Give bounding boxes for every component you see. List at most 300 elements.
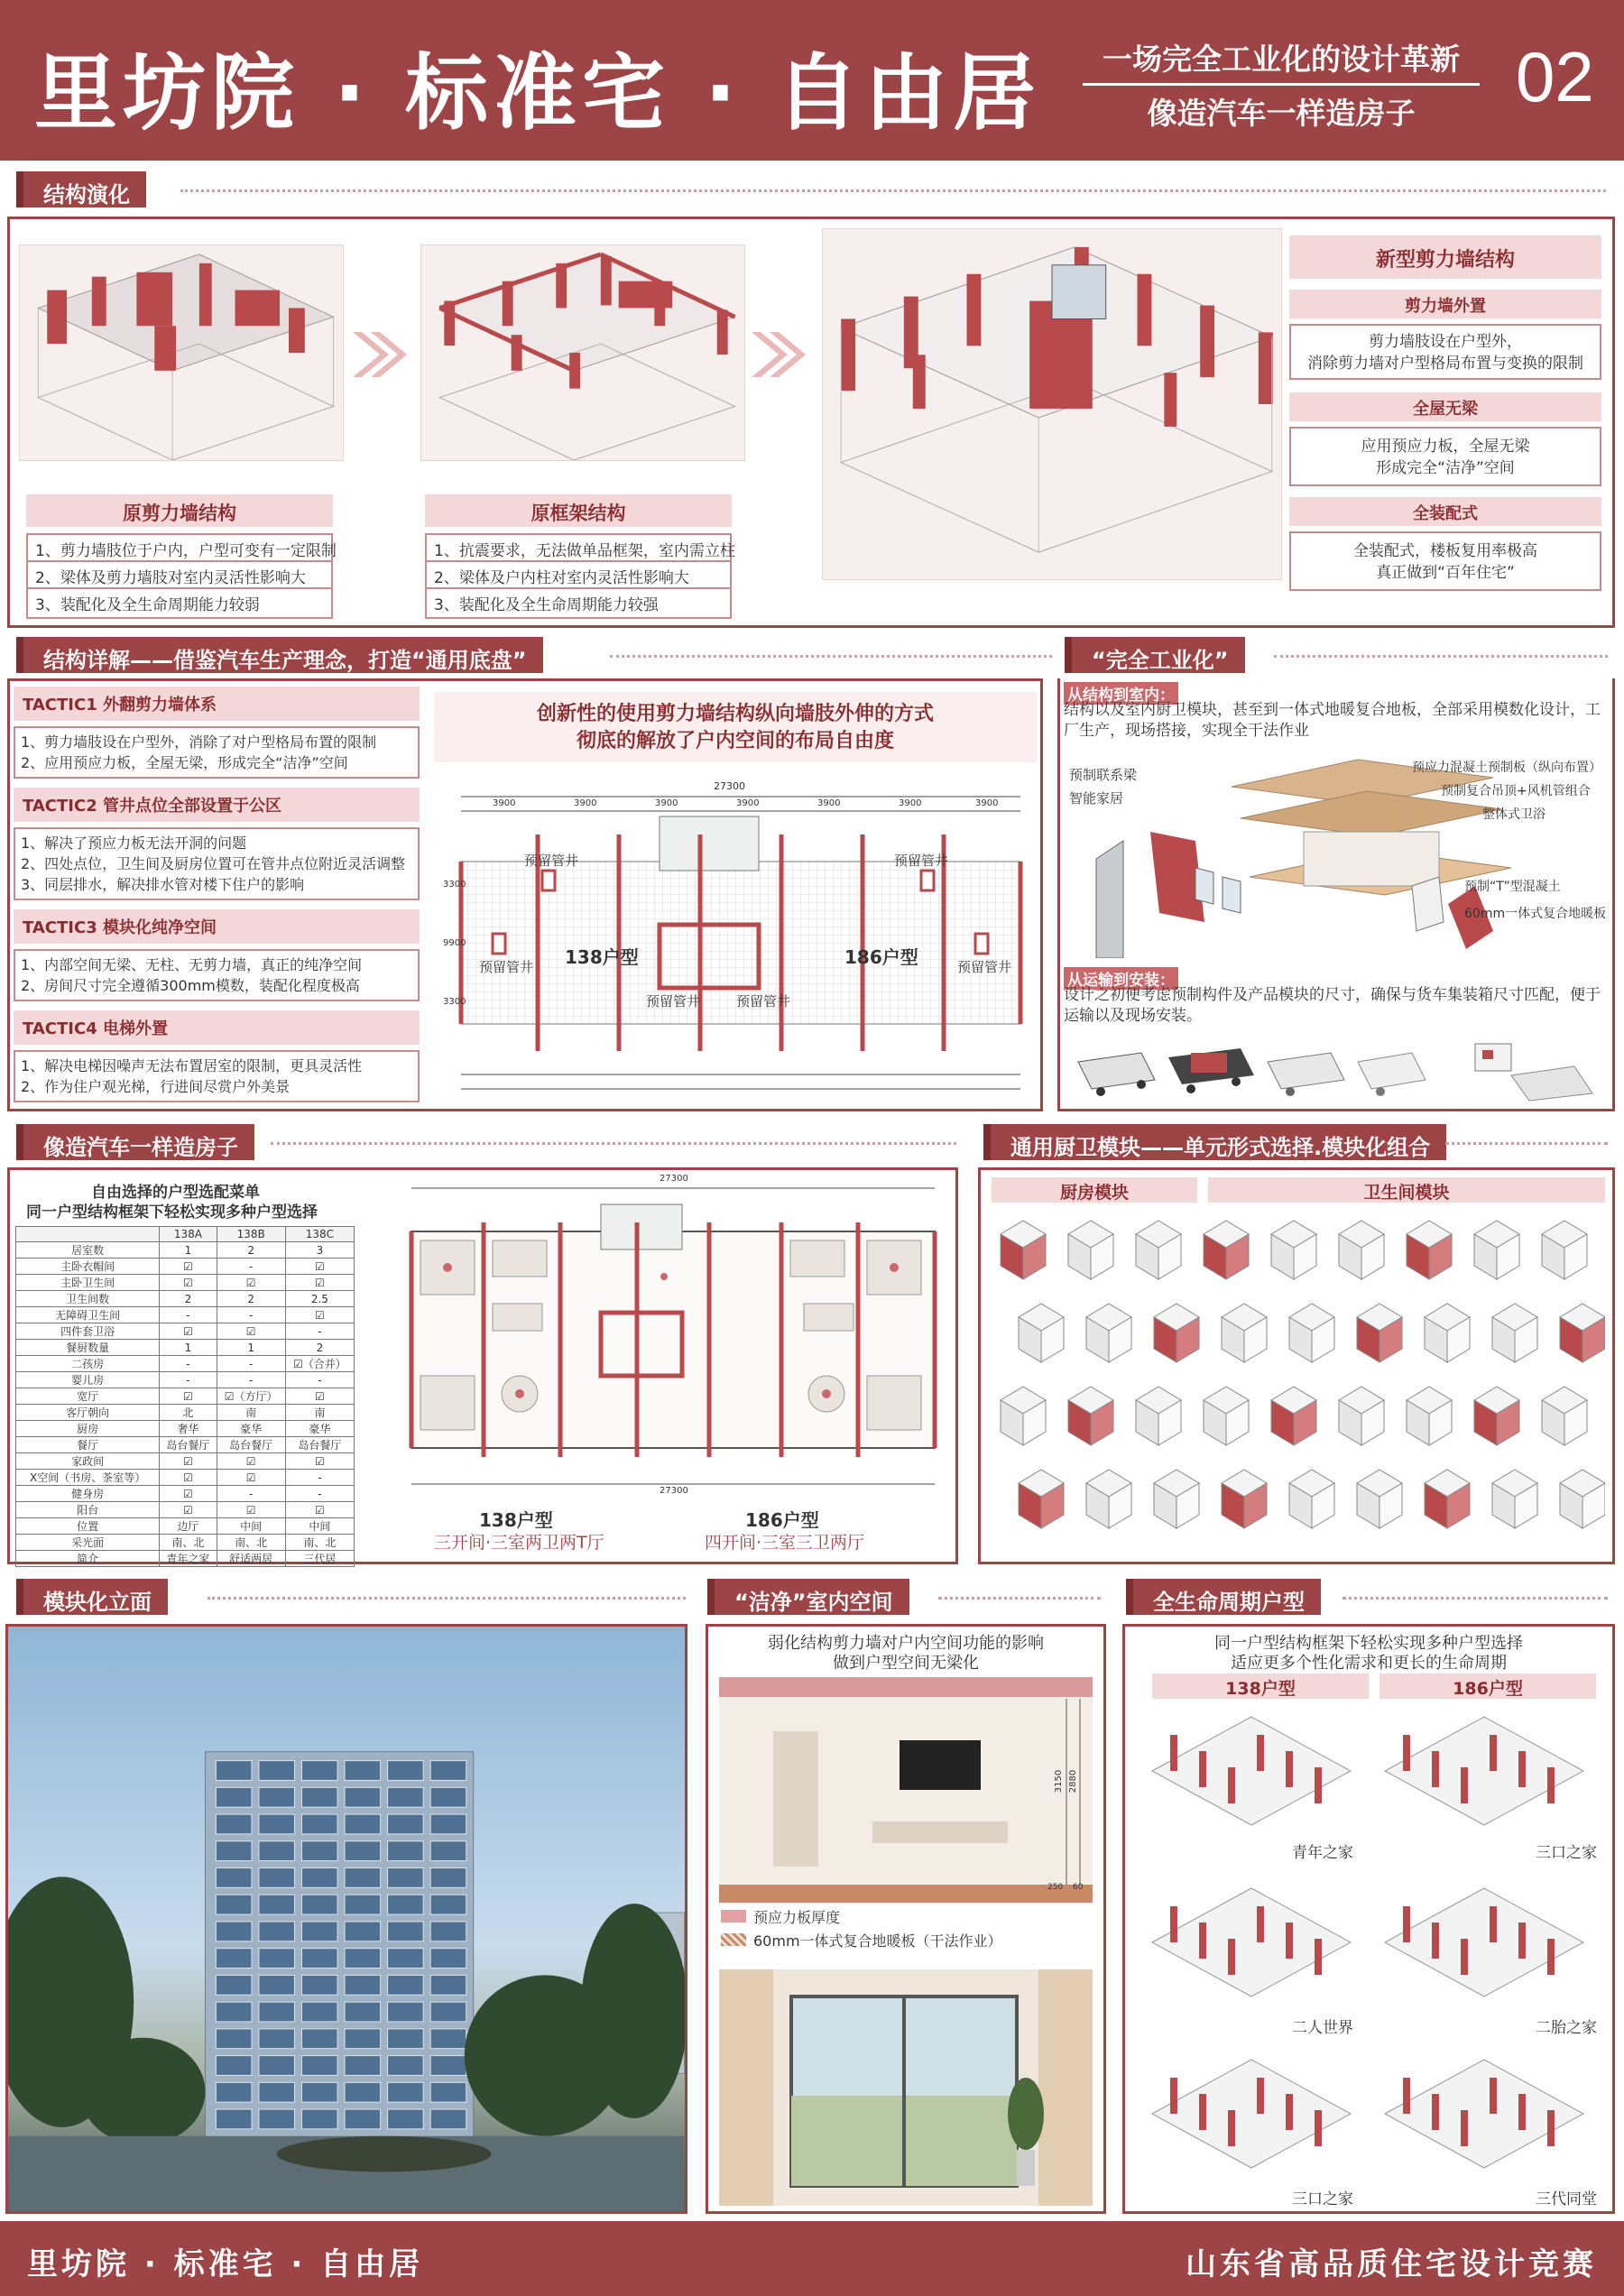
subheading: 从运输到安装：: [1064, 967, 1178, 990]
module-box: [1222, 1470, 1267, 1528]
facade-window: [345, 2082, 381, 2102]
table-header: 138B: [217, 1227, 285, 1242]
table-cell: 厨房: [16, 1421, 160, 1437]
table-row: [16, 1242, 355, 1259]
table-cell: 1: [160, 1242, 217, 1259]
module-grid: [992, 1212, 1605, 1558]
table-cell: 岛台餐厅: [285, 1437, 354, 1453]
slogan-divider: [1083, 83, 1480, 86]
section-title-modular-facade: 模块化立面: [16, 1579, 168, 1615]
clean-interior-panel: [706, 1624, 1106, 2214]
bathroom-module-head: 卫生间模块: [1208, 1177, 1605, 1203]
diagram-label: 预制“T”型混凝土: [1464, 880, 1561, 894]
facade-window: [301, 1949, 337, 1969]
dimension-total: 27300: [660, 1174, 688, 1184]
dimension: 3150: [1054, 1769, 1065, 1793]
facade-window: [301, 2056, 337, 2076]
industrialization-panel: [1057, 678, 1615, 1111]
list-item: 2、四处点位，卫生间及厨房位置可在管井点位附近灵活调整: [21, 855, 406, 872]
table-cell: 主卧衣帽间: [16, 1259, 160, 1275]
list-item: 2、梁体及剪力墙肢对室内灵活性影响大: [26, 560, 333, 592]
feature-head: 全屋无梁: [1289, 392, 1601, 421]
module-box: [1019, 1470, 1064, 1528]
feature-line: 应用预应力板，全屋无梁: [1361, 438, 1530, 456]
list-item: 1、内部空间无梁、无柱、无剪力墙，真正的纯净空间: [21, 956, 363, 973]
dimension-total: 27300: [714, 780, 745, 792]
table-cell: 中间: [285, 1518, 354, 1535]
facade-window: [216, 1787, 252, 1807]
facade-window: [388, 2109, 424, 2129]
facade-window: [345, 1841, 381, 1861]
table-cell: ☑: [285, 1307, 354, 1323]
kitchen-module-head: 厨房模块: [992, 1177, 1197, 1203]
facade-window: [388, 2002, 424, 2022]
transport-trucks-illustration: [1069, 1039, 1610, 1102]
facade-window: [430, 1841, 466, 1861]
lifecycle-label: 三口之家: [1536, 1844, 1597, 1862]
lifecycle-plan: [1152, 1888, 1351, 1996]
facade-window: [430, 2082, 466, 2102]
original-frame-title: 原框架结构: [425, 494, 732, 527]
facade-window: [216, 2109, 252, 2129]
table-row: [16, 1323, 355, 1340]
table-cell: ☑: [160, 1275, 217, 1291]
facade-window: [301, 1787, 337, 1807]
table-row: [16, 1307, 355, 1323]
diagram-label: 预制联系梁: [1069, 767, 1138, 783]
facade-window: [301, 1895, 337, 1914]
table-row: [16, 1421, 355, 1437]
module-box: [1542, 1221, 1587, 1279]
chevron-right-icon: [752, 327, 806, 382]
table-row: [16, 1518, 355, 1535]
list-item: 2、梁体及户内柱对室内灵活性影响大: [425, 560, 732, 592]
lifecycle-plan: [1385, 1717, 1583, 1825]
section-divider: [180, 189, 1606, 192]
table-cell: 三代居: [285, 1551, 354, 1567]
table-cell: ☑（合并）: [285, 1356, 354, 1372]
subtitle: 做到户型空间无梁化: [833, 1654, 979, 1673]
unit-name-186: 186户型: [745, 1509, 819, 1531]
table-row: [16, 1470, 355, 1486]
facade-window: [430, 2109, 466, 2129]
facade-window: [345, 1814, 381, 1834]
unit-desc-138: 三开间·三室两卫两T厅: [434, 1533, 604, 1553]
unit-desc-186: 四开间·三室三卫两厅: [705, 1533, 865, 1553]
table-row: [16, 1388, 355, 1405]
footer-competition-name: 山东省高品质住宅设计竞赛: [1186, 2246, 1597, 2282]
facade-window: [388, 2056, 424, 2076]
table-cell: 居室数: [16, 1242, 160, 1259]
facade-window: [388, 1761, 424, 1781]
facade-window: [216, 1922, 252, 1941]
facade-window: [301, 2002, 337, 2022]
module-box: [1019, 1304, 1064, 1362]
module-box: [1289, 1304, 1334, 1362]
facade-window: [259, 1868, 295, 1888]
table-header: [16, 1227, 160, 1242]
table-cell: 健身房: [16, 1486, 160, 1502]
lifecycle-grid: [1134, 1708, 1609, 2209]
facade-window: [388, 1841, 424, 1861]
facade-window: [216, 1761, 252, 1781]
table-cell: 家政间: [16, 1453, 160, 1470]
kitchen-bath-panel: [978, 1167, 1615, 1564]
diagram-label: 预应力混凝土预制板（纵向布置）: [1412, 761, 1601, 775]
table-cell: ☑: [217, 1275, 285, 1291]
module-box: [1154, 1470, 1199, 1528]
tactic-head: TACTIC3 模块化纯净空间: [14, 909, 420, 944]
section-divider: [1445, 1142, 1608, 1145]
table-cell: 无障碍卫生间: [16, 1307, 160, 1323]
shear-wall-axonometric: [19, 244, 344, 461]
legend-swatch-floor: [721, 1933, 746, 1946]
section-title-clean-interior: “洁净”室内空间: [707, 1579, 909, 1615]
table-cell: 边厅: [160, 1518, 217, 1535]
lifecycle-isometrics: [1134, 1708, 1609, 2209]
module-box: [1357, 1304, 1402, 1362]
facade-window: [345, 1895, 381, 1914]
section-title-structure-evolution: 结构演化: [16, 171, 146, 207]
facade-window: [430, 2056, 466, 2076]
table-cell: 阳台: [16, 1502, 160, 1518]
table-cell: 二孩房: [16, 1356, 160, 1372]
unit-name-138: 138户型: [479, 1509, 553, 1531]
table-cell: ☑: [285, 1259, 354, 1275]
table-cell: 青年之家: [160, 1551, 217, 1567]
tactic-head: TACTIC1 外翻剪力墙体系: [14, 687, 420, 721]
table-cell: 南: [217, 1405, 285, 1421]
dimension: 3900: [817, 798, 841, 808]
diagram-label: 智能家居: [1069, 790, 1124, 807]
page-number: 02: [1516, 37, 1594, 116]
table-cell: 宽厅: [16, 1388, 160, 1405]
table-row: [16, 1535, 355, 1551]
section-title-structure-detail: 结构详解——借鉴汽车生产理念，打造“通用底盘”: [16, 637, 543, 673]
facade-window: [216, 1895, 252, 1914]
list-item: 3、装配化及全生命周期能力较强: [425, 587, 732, 619]
tactic-column: [14, 687, 420, 1102]
legend-swatch-slab: [721, 1910, 746, 1923]
lifecycle-panel: [1122, 1624, 1615, 2214]
dimension: 3300: [443, 880, 466, 890]
facade-window: [388, 2029, 424, 2049]
lifecycle-plan: [1385, 1888, 1583, 1996]
body-text: 设计之初便考虑预制构件及产品模块的尺寸，确保与货车集装箱尺寸匹配，便于运输以及现场安装。: [1064, 986, 1601, 1025]
table-cell: ☑: [217, 1502, 285, 1518]
body-text: 结构以及室内厨卫模块，甚至到一体式地暖复合地板，全部采用模数化设计，工厂生产，现场搭接，实现全干法作业: [1064, 701, 1601, 740]
facade-window: [345, 2056, 381, 2076]
table-row: [16, 1502, 355, 1518]
facade-window: [345, 2029, 381, 2049]
tactic-list: [14, 949, 420, 1001]
module-box: [1474, 1387, 1519, 1445]
shaft-label: 预留管井: [646, 993, 701, 1010]
table-cell: -: [160, 1307, 217, 1323]
table-cell: -: [217, 1356, 285, 1372]
dimension: 3300: [443, 997, 466, 1007]
dimension: 3900: [975, 798, 999, 808]
module-box: [1542, 1387, 1587, 1445]
table-cell: ☑: [160, 1502, 217, 1518]
headline-line: 创新性的使用剪力墙结构纵向墙肢外伸的方式: [536, 703, 934, 725]
module-box: [1001, 1387, 1046, 1445]
table-row: [16, 1259, 355, 1275]
facade-window: [345, 1761, 381, 1781]
table-cell: ☑: [217, 1453, 285, 1470]
section-divider: [271, 1142, 956, 1145]
lifecycle-label: 青年之家: [1292, 1844, 1353, 1862]
facade-window: [430, 1787, 466, 1807]
list-item: 2、作为住户观光梯，行进间尽赏户外美景: [21, 1078, 291, 1095]
table-cell: 四件套卫浴: [16, 1323, 160, 1340]
module-box: [1492, 1470, 1537, 1528]
feature-line: 消除剪力墙对户型格局布置与变换的限制: [1307, 355, 1583, 373]
table-cell: ☑: [160, 1453, 217, 1470]
module-box: [1289, 1470, 1334, 1528]
facade-window: [259, 1841, 295, 1861]
facade-window: [301, 1922, 337, 1941]
facade-window: [430, 1949, 466, 1969]
structure-detail-panel: [7, 678, 1043, 1111]
table-cell: 2: [217, 1291, 285, 1307]
table-cell: 中间: [217, 1518, 285, 1535]
feature-head: 全装配式: [1289, 497, 1601, 526]
structure-headline: [434, 692, 1037, 762]
feature-body: [1289, 427, 1601, 486]
module-box: [1407, 1387, 1452, 1445]
table-cell: 2: [217, 1242, 285, 1259]
facade-window: [430, 1868, 466, 1888]
tactic-head: TACTIC2 管井点位全部设置于公区: [14, 788, 420, 822]
feature-line: 形成完全“洁净”空间: [1376, 459, 1515, 477]
table-header: 138A: [160, 1227, 217, 1242]
lifecycle-label: 二人世界: [1292, 2019, 1353, 2037]
table-cell: ☑: [160, 1470, 217, 1486]
module-box: [1001, 1221, 1046, 1279]
menu-subtitle: 同一户型结构框架下轻松实现多种户型选择: [26, 1203, 318, 1222]
interior-balcony-image: [719, 1969, 1093, 2206]
lifecycle-label: 三口之家: [1292, 2190, 1353, 2208]
table-cell: 南、北: [217, 1535, 285, 1551]
lifecycle-label: 二胎之家: [1536, 2019, 1597, 2037]
facade-window: [216, 2029, 252, 2049]
furnished-floor-plan: [393, 1174, 953, 1502]
section-divider: [1274, 655, 1608, 658]
facade-window: [216, 1975, 252, 1995]
feature-line: 剪力墙肢设在户型外，: [1369, 333, 1522, 351]
table-cell: ☑: [285, 1502, 354, 1518]
facade-window: [259, 1975, 295, 1995]
facade-window: [345, 1949, 381, 1969]
table-cell: 卫生间数: [16, 1291, 160, 1307]
table-cell: -: [285, 1372, 354, 1388]
facade-window: [216, 1949, 252, 1969]
table-cell: 2: [160, 1291, 217, 1307]
module-box: [1425, 1304, 1470, 1362]
feature-line: 全装配式，楼板复用率极高: [1353, 542, 1537, 560]
section-divider: [610, 655, 1052, 658]
dimension: 250: [1047, 1883, 1064, 1892]
headline-line: 彻底的解放了户内空间的布局自由度: [576, 730, 894, 752]
table-row: [16, 1486, 355, 1502]
facade-window: [216, 2056, 252, 2076]
facade-window: [430, 2029, 466, 2049]
facade-window: [430, 2002, 466, 2022]
diagram-label: 整体式卫浴: [1482, 807, 1546, 822]
module-box: [1271, 1387, 1316, 1445]
facade-window: [430, 1975, 466, 1995]
module-box: [1068, 1387, 1113, 1445]
shaft-label: 预留管井: [479, 959, 534, 975]
module-box: [1425, 1470, 1470, 1528]
page-title: 里坊院 · 标准宅 · 自由居: [34, 45, 1042, 142]
section-divider: [938, 1597, 1101, 1600]
table-cell: 奢华: [160, 1421, 217, 1437]
dimension: 60: [1073, 1883, 1084, 1892]
module-box: [1086, 1304, 1131, 1362]
footer-project-name: 里坊院 · 标准宅 · 自由居: [27, 2246, 424, 2282]
dimension: 9900: [443, 938, 466, 948]
table-cell: ☑: [160, 1486, 217, 1502]
table-row: [16, 1405, 355, 1421]
facade-window: [301, 1814, 337, 1834]
facade-window: [388, 2082, 424, 2102]
facade-window: [301, 1868, 337, 1888]
new-structure-title: 新型剪力墙结构: [1289, 235, 1601, 279]
feature-line: 真正做到“百年住宅”: [1376, 564, 1515, 582]
facade-window: [430, 1814, 466, 1834]
module-box: [1407, 1221, 1452, 1279]
table-cell: 3: [285, 1242, 354, 1259]
subheading: 从结构到室内：: [1064, 682, 1178, 705]
list-item: 2、房间尺寸完全遵循300mm模数，装配化程度极高: [21, 977, 360, 994]
table-cell: 1: [217, 1340, 285, 1356]
table-cell: -: [285, 1323, 354, 1340]
page-header: [0, 0, 1624, 161]
facade-window: [345, 1787, 381, 1807]
table-cell: ☑: [285, 1388, 354, 1405]
shaft-label: 预留管井: [736, 993, 791, 1010]
table-row: [16, 1551, 355, 1567]
table-cell: 豪华: [217, 1421, 285, 1437]
table-row: [16, 1453, 355, 1470]
table-cell: 2.5: [285, 1291, 354, 1307]
facade-window: [430, 1895, 466, 1914]
diagram-label: 60mm一体式复合地暖板: [1464, 907, 1607, 921]
module-box: [1068, 1221, 1113, 1279]
lifecycle-plan: [1152, 1717, 1351, 1825]
dimension: 2880: [1068, 1769, 1079, 1793]
facade-window: [301, 2029, 337, 2049]
table-cell: ☑: [160, 1323, 217, 1340]
table-cell: 岛台餐厅: [160, 1437, 217, 1453]
feature-head: 剪力墙外置: [1289, 290, 1601, 318]
facade-window: [259, 1895, 295, 1914]
list-item: 1、抗震要求，无法做单品框架，室内需立柱: [425, 533, 732, 565]
tactic-list: [14, 726, 420, 779]
facade-window: [388, 1868, 424, 1888]
facade-window: [301, 1761, 337, 1781]
table-cell: ☑: [285, 1453, 354, 1470]
module-box: [1339, 1387, 1384, 1445]
table-cell: 采光面: [16, 1535, 160, 1551]
dimension: 3900: [899, 798, 922, 808]
module-box: [1154, 1304, 1199, 1362]
lifecycle-label: 三代同堂: [1536, 2190, 1597, 2208]
options-table: [15, 1226, 355, 1567]
facade-window: [259, 2029, 295, 2049]
lifecycle-plan: [1385, 2060, 1583, 2168]
module-box: [1204, 1387, 1249, 1445]
facade-window: [259, 1922, 295, 1941]
list-item: 1、剪力墙肢设在户型外，消除了对户型格局布置的限制: [21, 733, 377, 751]
module-box: [1271, 1221, 1316, 1279]
list-item: 1、解决电梯因噪声无法布置居室的限制，更具灵活性: [21, 1057, 363, 1074]
table-cell: -: [217, 1486, 285, 1502]
feature-body: [1289, 531, 1601, 591]
table-cell: 豪华: [285, 1421, 354, 1437]
facade-window: [259, 2002, 295, 2022]
page-footer: [0, 2221, 1624, 2296]
table-cell: -: [160, 1356, 217, 1372]
module-box: [1492, 1304, 1537, 1362]
tactic-list: [14, 827, 420, 900]
tactic-list: [14, 1050, 420, 1102]
menu-title: 自由选择的户型选配菜单: [91, 1184, 260, 1202]
module-box: [1136, 1221, 1181, 1279]
module-box: [1086, 1470, 1131, 1528]
list-item: 3、装配化及全生命周期能力较弱: [26, 587, 333, 619]
table-cell: 1: [160, 1340, 217, 1356]
section-divider: [1343, 1597, 1608, 1600]
table-cell: 南: [285, 1405, 354, 1421]
facade-window: [216, 1814, 252, 1834]
table-cell: 南、北: [160, 1535, 217, 1551]
facade-window: [259, 1949, 295, 1969]
dimension-total: 27300: [660, 1486, 688, 1496]
unit-label-138: 138户型: [565, 946, 639, 968]
legend-label: 预应力板厚度: [753, 1909, 841, 1926]
table-cell: -: [285, 1486, 354, 1502]
list-item: 1、剪力墙肢位于户内，户型可变有一定限制: [26, 533, 333, 565]
section-title-kitchen-bath: 通用厨卫模块——单元形式选择.模块化组合: [983, 1124, 1446, 1160]
section-title-industrialization: “完全工业化”: [1065, 637, 1245, 673]
section-title-lifecycle: 全生命周期户型: [1126, 1579, 1321, 1615]
structural-plan: [443, 780, 1038, 1105]
dimension: 3900: [655, 798, 678, 808]
subtitle: 适应更多个性化需求和更长的生命周期: [1231, 1654, 1507, 1673]
table-cell: 主卧卫生间: [16, 1275, 160, 1291]
shaft-label: 预留管井: [894, 853, 949, 869]
module-box: [1204, 1221, 1249, 1279]
legend-label: 60mm一体式复合地暖板（干法作业）: [753, 1932, 1002, 1950]
table-cell: 舒适两居: [217, 1551, 285, 1567]
table-cell: -: [285, 1470, 354, 1486]
facade-window: [301, 1841, 337, 1861]
facade-window: [301, 2109, 337, 2129]
table-cell: ☑: [217, 1470, 285, 1486]
slogan-line-2: 像造汽车一样造房子: [1147, 96, 1416, 131]
table-cell: 位置: [16, 1518, 160, 1535]
facade-window: [388, 1895, 424, 1914]
original-shear-wall-title: 原剪力墙结构: [26, 494, 333, 527]
list-item: 2、应用预应力板，全屋无梁，形成完全“洁净”空间: [21, 754, 348, 771]
shaft-label: 预留管井: [524, 853, 579, 869]
table-cell: 岛台餐厅: [217, 1437, 285, 1453]
slogan-line-1: 一场完全工业化的设计革新: [1103, 41, 1460, 77]
table-row: [16, 1372, 355, 1388]
